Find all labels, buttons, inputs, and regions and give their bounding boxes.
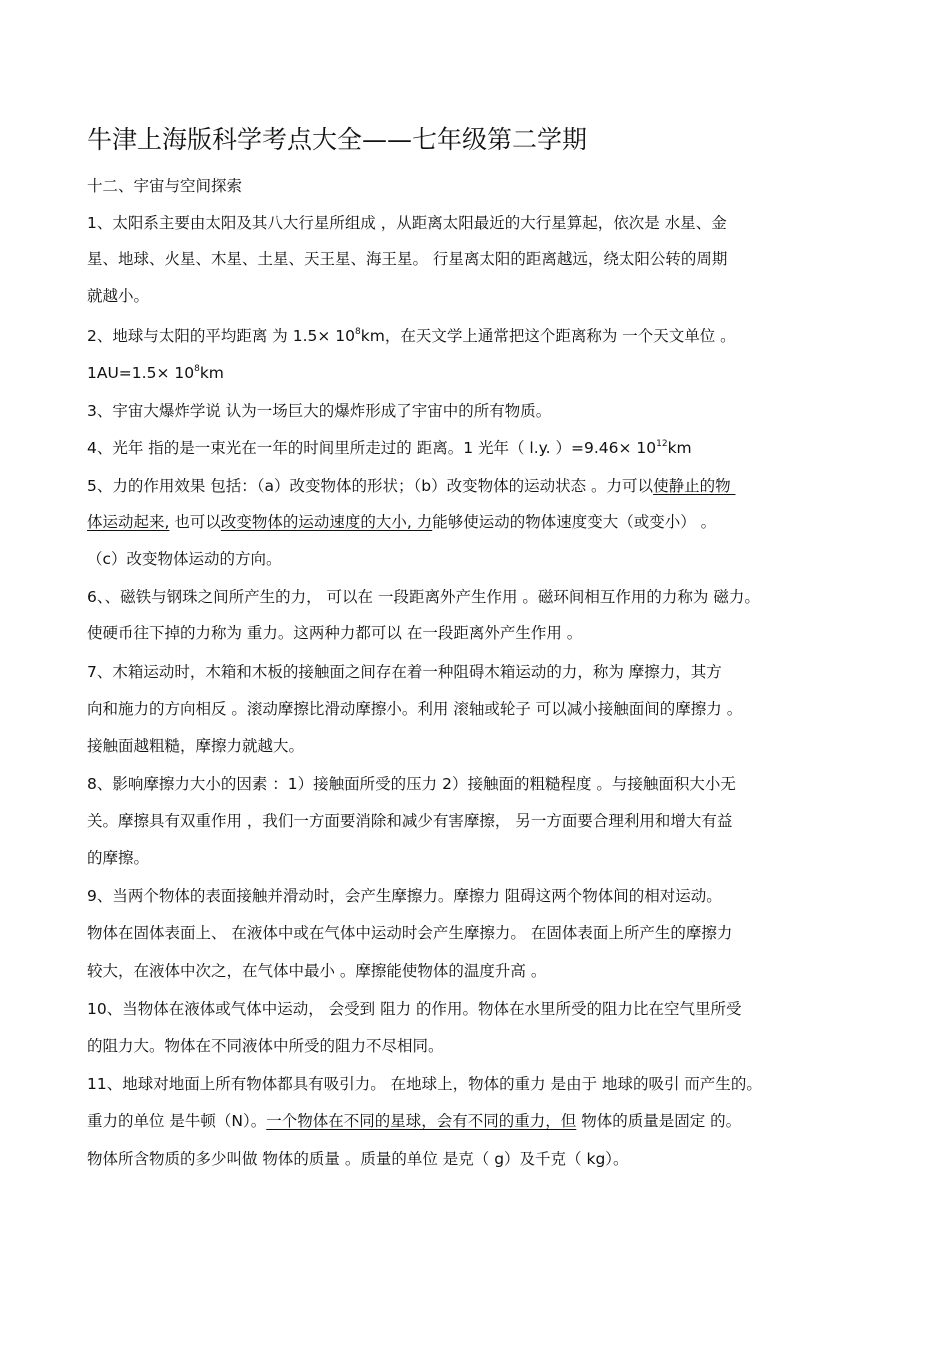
- text-line: 关。摩擦具有双重作用 ，我们一方面要消除和减少有害摩擦， 另一方面要合理利用和增大有益: [87, 812, 733, 830]
- document-title: 牛津上海版科学考点大全——七年级第二学期: [87, 125, 588, 154]
- text-line: 使硬币往下掉的力称为 重力。这两种力都可以 在一段距离外产生作用 。: [87, 624, 583, 642]
- text-line: 体运动起来, 也可以改变物体的运动速度的大小, 力能够使运动的物体速度变大（或变小） 。: [87, 513, 717, 531]
- text-line: 向和施力的方向相反 。滚动摩擦比滑动摩擦小。利用 滚轴或轮子 可以减小接触面间的摩擦力 。: [87, 700, 743, 718]
- text-line: 7、木箱运动时，木箱和木板的接触面之间存在着一种阻碍木箱运动的力，称为 摩擦力，其方: [87, 663, 722, 681]
- text-line: 8、影响摩擦力大小的因素 ：1）接触面所受的压力 2）接触面的粗糙程度 。与接触面积大小无: [87, 775, 736, 793]
- text-line: 较大，在液体中次之，在气体中最小 。摩擦能使物体的温度升高 。: [87, 962, 547, 980]
- text-line: 3、宇宙大爆炸学说 认为一场巨大的爆炸形成了宇宙中的所有物质。: [87, 402, 552, 420]
- text-line: 就越小。: [87, 287, 150, 305]
- text-line: 物体所含物质的多少叫做 物体的质量 。质量的单位 是克（ g）及千克（ kg）。: [87, 1150, 629, 1168]
- text-line: 的摩擦。: [87, 849, 150, 867]
- text-line: 6、、磁铁与钢珠之间所产生的力， 可以在 一段距离外产生作用 。磁环间相互作用的力称为 磁力。: [87, 588, 760, 606]
- text-line: （c）改变物体运动的方向。: [87, 550, 282, 568]
- text-line: 9、当两个物体的表面接触并滑动时，会产生摩擦力。摩擦力 阻碍这两个物体间的相对运动。: [87, 887, 722, 905]
- text-line: 物体在固体表面上、 在液体中或在气体中运动时会产生摩擦力。 在固体表面上所产生的摩擦力: [87, 924, 733, 942]
- text-line: 4、光年 指的是一束光在一年的时间里所走过的 距离。1 光年（ l.y. ）$=9.46\times 10^{12}km$: [87, 439, 692, 457]
- text-line: 重力的单位 是牛顿（N）。一个物体在不同的星球，会有不同的重力，但 物体的质量是固定 的。: [87, 1112, 742, 1130]
- text-line: 的阻力大。物体在不同液体中所受的阻力不尽相同。: [87, 1037, 444, 1055]
- text-line: 11、地球对地面上所有物体都具有吸引力。 在地球上，物体的重力 是由于 地球的吸引 而产生的。: [87, 1075, 762, 1093]
- text-line: 1、太阳系主要由太阳及其八大行星所组成 ，从距离太阳最近的大行星算起，依次是 水星、金: [87, 214, 727, 232]
- text-line: $1AU=1.5\times 10^8km$: [87, 364, 224, 382]
- text-line: 10、当物体在液体或气体中运动， 会受到 阻力 的作用。物体在水里所受的阻力比在空气里所受: [87, 1000, 742, 1018]
- text-line: 星、地球、火星、木星、土星、天王星、海王星。 行星离太阳的距离越远，绕太阳公转的周期: [87, 250, 728, 268]
- text-line: 接触面越粗糙，摩擦力就越大。: [87, 737, 305, 755]
- text-line: 5、力的作用效果 包括：（a）改变物体的形状；（b）改变物体的运动状态 。力可以使静止的物: [87, 477, 736, 495]
- section-heading: 十二、宇宙与空间探索: [87, 177, 243, 195]
- text-line: 2、地球与太阳的平均距离 为 $1.5\times 10^8km$，在天文学上通常把这个距离称为 一个天文单位 。: [87, 327, 736, 345]
